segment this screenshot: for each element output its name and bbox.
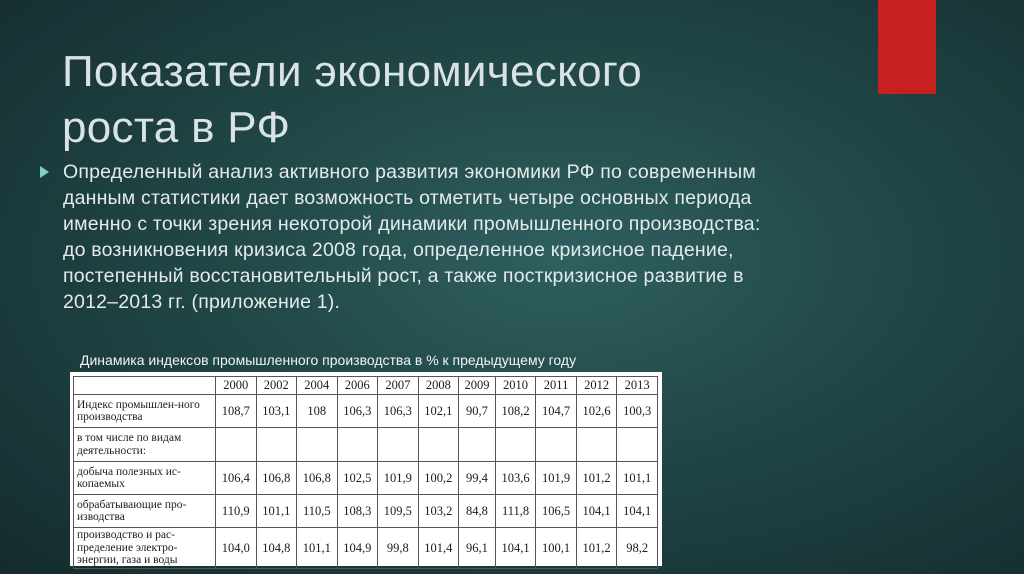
table-cell — [459, 428, 496, 462]
bullet-text: Определенный анализ активного развития экономики РФ по современным данным статистики дает возможность отметить четыре основных периода именно с точки зрения некоторой динамики промышленного производства: до возникновения кризиса 2008 года, определенное кризисное падение, постепенный восстановительный рост, а также посткризисное развитие в 2012–2013 гг. (приложение 1). — [63, 161, 761, 313]
data-table — [73, 376, 658, 569]
table-cell: 101,9 — [536, 462, 577, 495]
table-container — [70, 372, 662, 566]
table-cell: 106,3 — [337, 395, 378, 428]
table-cell — [297, 428, 338, 462]
row-label: Индекс промышлен-ного производства — [74, 395, 216, 428]
table-cell: 104,7 — [536, 395, 577, 428]
table-cell — [378, 428, 419, 462]
table-cell: 101,4 — [418, 528, 459, 569]
header-year: 2008 — [418, 377, 459, 395]
table-caption: Динамика индексов промышленного производства в % к предыдущему году — [80, 352, 577, 368]
table-cell: 99,4 — [459, 462, 496, 495]
row-label: обрабатывающие про-изводства — [74, 495, 216, 528]
table-cell: 100,3 — [617, 395, 658, 428]
header-year: 2013 — [617, 377, 658, 395]
table-cell: 103,1 — [256, 395, 297, 428]
table-cell — [256, 428, 297, 462]
table-cell: 102,5 — [337, 462, 378, 495]
header-year: 2010 — [495, 377, 536, 395]
table-cell: 106,5 — [536, 495, 577, 528]
header-year: 2000 — [216, 377, 257, 395]
table-cell: 109,5 — [378, 495, 419, 528]
table-cell: 100,1 — [536, 528, 577, 569]
table-cell — [617, 428, 658, 462]
table-cell: 84,8 — [459, 495, 496, 528]
table-cell: 102,6 — [576, 395, 617, 428]
table-cell: 108,2 — [495, 395, 536, 428]
table-cell: 101,1 — [297, 528, 338, 569]
table-cell: 104,1 — [576, 495, 617, 528]
table-cell: 101,1 — [256, 495, 297, 528]
header-year: 2012 — [576, 377, 617, 395]
table-cell: 104,8 — [256, 528, 297, 569]
table-cell: 101,2 — [576, 528, 617, 569]
header-year: 2002 — [256, 377, 297, 395]
table-cell: 90,7 — [459, 395, 496, 428]
table-cell: 106,8 — [256, 462, 297, 495]
table-row — [74, 395, 658, 428]
row-label: производство и рас-пределение электро-энергии, газа и воды — [74, 528, 216, 569]
table-cell: 104,9 — [337, 528, 378, 569]
table-cell: 101,2 — [576, 462, 617, 495]
title-line-1: Показатели экономического — [62, 47, 643, 96]
header-year: 2007 — [378, 377, 419, 395]
header-corner — [74, 377, 216, 395]
table-cell — [216, 428, 257, 462]
header-year: 2009 — [459, 377, 496, 395]
table-cell: 108 — [297, 395, 338, 428]
table-cell: 104,0 — [216, 528, 257, 569]
slide-title — [62, 44, 862, 156]
table-cell: 101,1 — [617, 462, 658, 495]
header-year: 2006 — [337, 377, 378, 395]
row-label: добыча полезных ис-копаемых — [74, 462, 216, 495]
table-cell: 110,9 — [216, 495, 257, 528]
bullet-item — [40, 159, 780, 315]
table-row — [74, 428, 658, 462]
table-row — [74, 462, 658, 495]
table-cell: 102,1 — [418, 395, 459, 428]
table-cell: 108,7 — [216, 395, 257, 428]
table-cell: 106,8 — [297, 462, 338, 495]
table-cell: 111,8 — [495, 495, 536, 528]
table-cell: 103,6 — [495, 462, 536, 495]
table-row — [74, 528, 658, 569]
table-cell: 108,3 — [337, 495, 378, 528]
table-row — [74, 495, 658, 528]
table-cell: 104,1 — [495, 528, 536, 569]
table-cell: 106,4 — [216, 462, 257, 495]
table-cell — [536, 428, 577, 462]
table-cell: 96,1 — [459, 528, 496, 569]
header-year: 2011 — [536, 377, 577, 395]
title-line-2: роста в РФ — [62, 103, 291, 152]
table-cell: 110,5 — [297, 495, 338, 528]
bullet-arrow-icon — [40, 166, 49, 178]
table-cell — [495, 428, 536, 462]
header-year: 2004 — [297, 377, 338, 395]
table-cell: 99,8 — [378, 528, 419, 569]
table-cell — [576, 428, 617, 462]
table-cell — [418, 428, 459, 462]
table-cell: 101,9 — [378, 462, 419, 495]
table-cell — [337, 428, 378, 462]
row-label: в том числе по видам деятельности: — [74, 428, 216, 462]
accent-bar — [878, 0, 936, 94]
table-cell: 103,2 — [418, 495, 459, 528]
table-cell: 106,3 — [378, 395, 419, 428]
table-header-row — [74, 377, 658, 395]
table-cell: 104,1 — [617, 495, 658, 528]
table-cell: 100,2 — [418, 462, 459, 495]
table-cell: 98,2 — [617, 528, 658, 569]
